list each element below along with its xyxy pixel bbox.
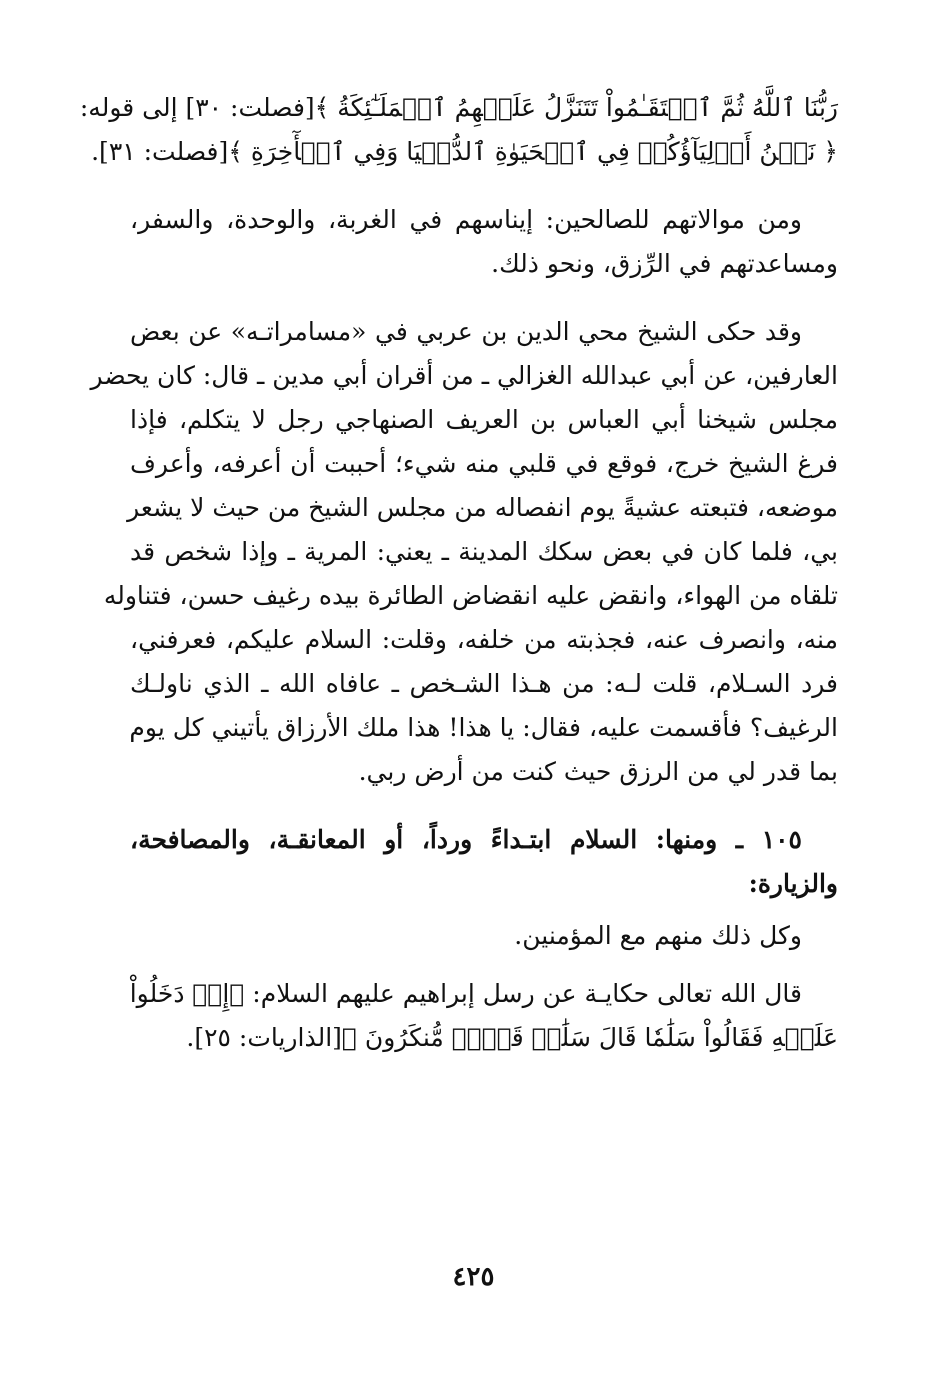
text-line: موضعه، فتبعته عشيةً يوم انفصاله من مجلس الشيخ من حيث لا يشعر: [127, 493, 838, 522]
quran-quote-paragraph: [79, 86, 838, 174]
text-line: منه، وانصرف عنه، فجذبته من خلفه، وقلت: السلام عليكم، فعرفني،: [130, 625, 838, 654]
text-line: فرغ الشيخ خرج، فوقع في قلبي منه شيء؛ أحببت أن أعرفه، وأعرف: [130, 449, 838, 478]
text-line: بما قدر لي من الرزق حيث كنت من أرض ربي.: [358, 757, 838, 786]
text-line: تلقاه من الهواء، وانقض عليه انقضاض الطائرة بيده رغيف حسن، فتناوله: [103, 581, 838, 610]
text-line: بي، فلما كان في بعض سكك المدينة ـ يعني: المرية ـ وإذا شخص قد: [130, 537, 838, 566]
text-line: رَبُّنَا ٱللَّهُ ثُمَّ ٱسۡتَقَـٰمُواْ تَتَنَزَّلُ عَلَيۡهِمُ ٱلۡمَلَـٰٓئِكَةُ ﴾[فصلت: ٣٠] إلى قوله:: [79, 93, 838, 122]
text-line: مجلس شيخنا أبي العباس بن العريف الصنهاجي رجل لا يتكلم، فإذا: [130, 405, 838, 434]
heading-line: ١٠٥ ـ ومنها: السلام ابتـداءً ورداً، أو المعانقـة، والمصافحة،: [130, 825, 802, 854]
page-body: [79, 86, 838, 1060]
paragraph-story: [90, 310, 838, 794]
text-line: فرد السـلام، قلت لـه: من هـذا الشـخص ـ عافاه الله ـ الذي ناولـك: [130, 669, 838, 698]
section-heading-105: [130, 818, 838, 906]
paragraph-support-righteous: [130, 198, 838, 286]
page-number: ٤٢٥: [452, 1262, 495, 1292]
paragraph-all-with-believers: [130, 914, 838, 958]
text-line: العارفين، عن أبي عبدالله الغزالي ـ من أقران أبي مدين ـ قال: كان يحضر: [90, 361, 838, 390]
text-line: الرغيف؟ فأقسمت عليه، فقال: يا هذا! هذا ملك الأرزاق يأتيني كل يوم: [129, 713, 838, 742]
text-line: ومن موالاتهم للصالحين: إيناسهم في الغربة، والوحدة، والسفر،: [130, 205, 802, 234]
text-line: عَلَيۡهِ فَقَالُواْ سَلَٰمٗا قَالَ سَلَٰمٞ قَوۡمٞ مُّنكَرُونَ ﴾[الذاريات: ٢٥].: [186, 1023, 838, 1052]
text-line: ﴿ نَحۡنُ أَوۡلِيَآؤُكُمۡ فِي ٱلۡحَيَوٰةِ ٱلدُّنۡيَا وَفِي ٱلۡأٓخِرَةِ ﴾[فصلت: ٣١].: [91, 137, 838, 166]
text-line: وقد حكى الشيخ محي الدين بن عربي في «مسامراتـه» عن بعض: [130, 317, 802, 346]
heading-line: والزيارة:: [748, 869, 838, 898]
paragraph-quran-abraham: [130, 972, 838, 1060]
text-line: قال الله تعالى حكايـة عن رسل إبراهيم عليهم السلام: ﴿إِذۡ دَخَلُواْ: [129, 979, 802, 1008]
text-line: ومساعدتهم في الرِّزق، ونحو ذلك.: [491, 249, 838, 278]
text-line: وكل ذلك منهم مع المؤمنين.: [514, 921, 802, 950]
